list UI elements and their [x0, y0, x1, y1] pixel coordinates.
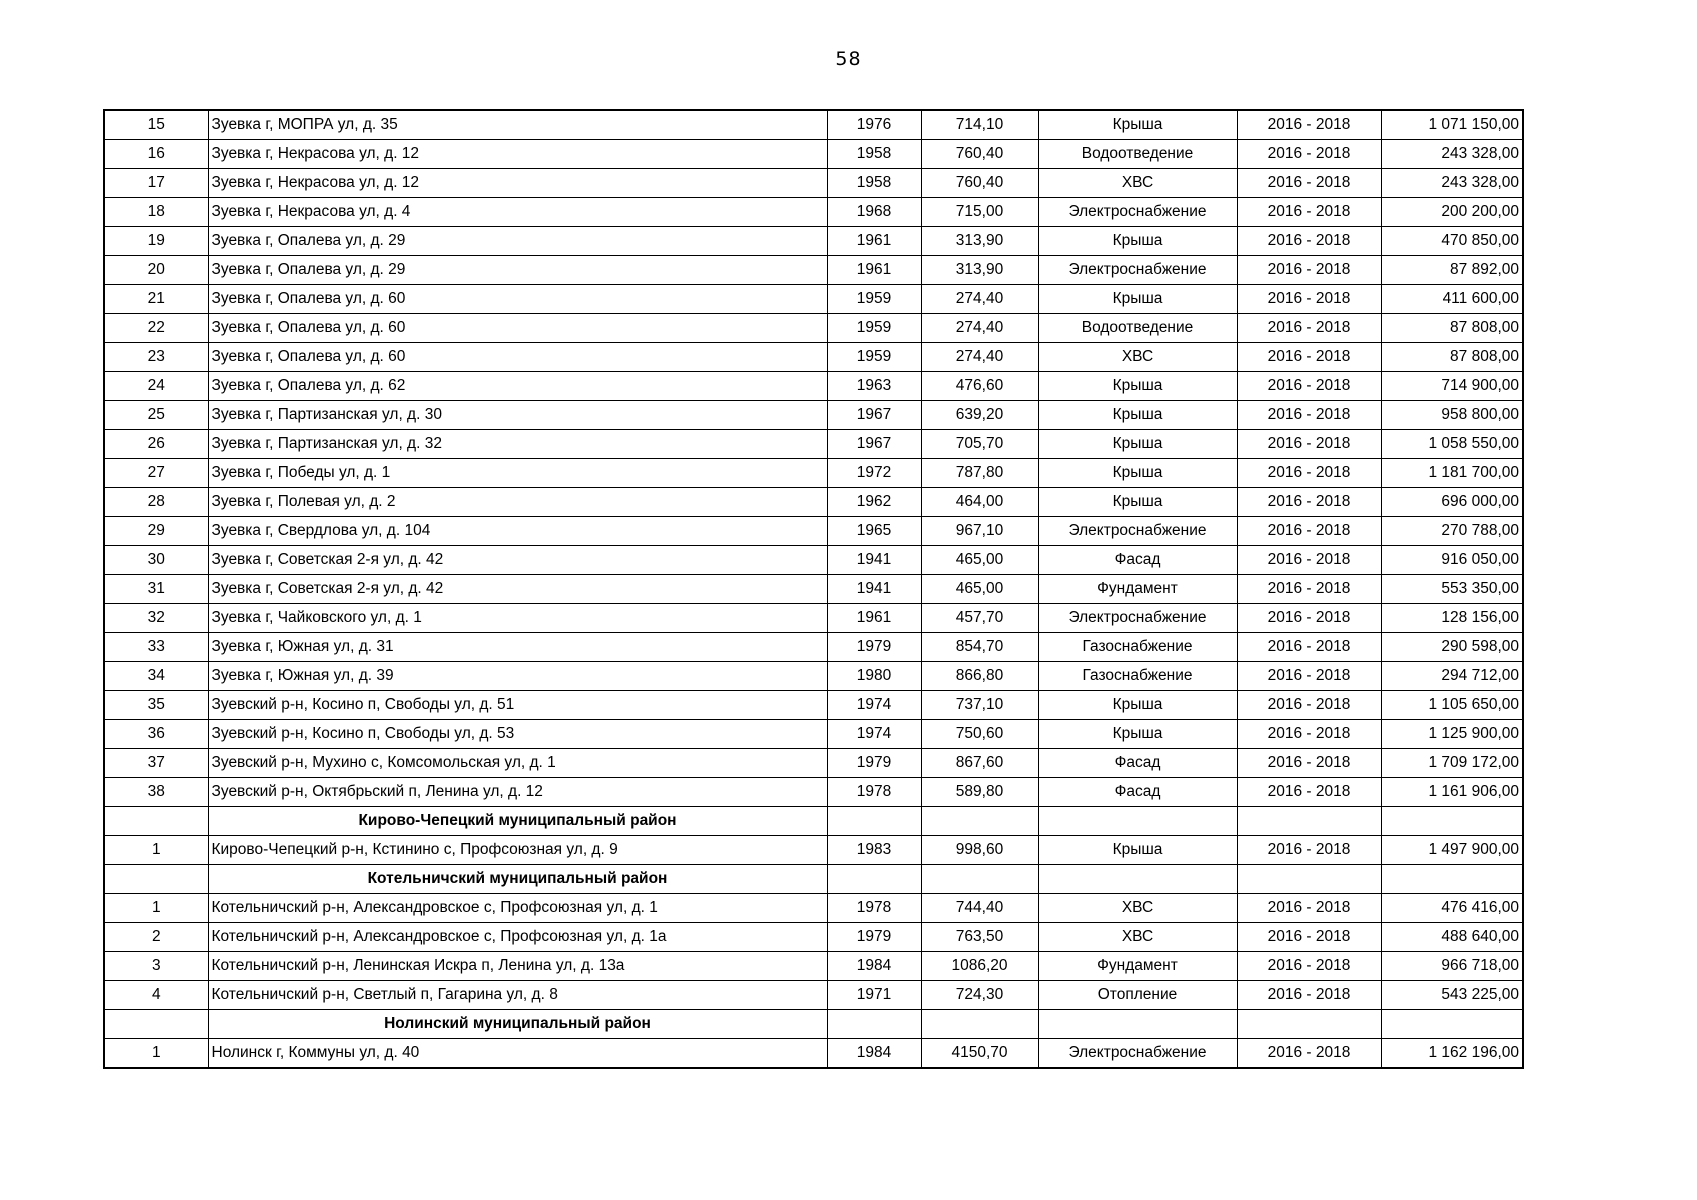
- cost-cell: 270 788,00: [1381, 517, 1523, 546]
- table-row: [104, 198, 1523, 227]
- area-cell: 4150,70: [921, 1039, 1038, 1069]
- table-row: [104, 923, 1523, 952]
- year-cell: 1941: [827, 546, 921, 575]
- period-cell: 2016 - 2018: [1237, 575, 1381, 604]
- address-cell: Зуевка г, Победы ул, д. 1: [208, 459, 827, 488]
- work-type-cell: ХВС: [1038, 343, 1237, 372]
- row-number: 28: [104, 488, 208, 517]
- cost-cell: 87 808,00: [1381, 343, 1523, 372]
- repair-program-table: [103, 109, 1524, 1069]
- address-cell: Зуевка г, Некрасова ул, д. 12: [208, 169, 827, 198]
- address-cell: Зуевка г, Советская 2-я ул, д. 42: [208, 546, 827, 575]
- area-cell: 274,40: [921, 285, 1038, 314]
- cost-cell: 128 156,00: [1381, 604, 1523, 633]
- period-cell: 2016 - 2018: [1237, 401, 1381, 430]
- cost-cell: 1 058 550,00: [1381, 430, 1523, 459]
- area-cell: 737,10: [921, 691, 1038, 720]
- year-cell: 1974: [827, 691, 921, 720]
- empty-cell: [1381, 807, 1523, 836]
- cost-cell: 916 050,00: [1381, 546, 1523, 575]
- address-cell: Зуевка г, Опалева ул, д. 60: [208, 314, 827, 343]
- work-type-cell: Крыша: [1038, 110, 1237, 140]
- area-cell: 313,90: [921, 256, 1038, 285]
- table-row: [104, 285, 1523, 314]
- empty-cell: [1038, 1010, 1237, 1039]
- work-type-cell: Крыша: [1038, 488, 1237, 517]
- table-row: [104, 256, 1523, 285]
- period-cell: 2016 - 2018: [1237, 981, 1381, 1010]
- address-cell: Котельничский р-н, Светлый п, Гагарина ул, д. 8: [208, 981, 827, 1010]
- row-number: 31: [104, 575, 208, 604]
- period-cell: 2016 - 2018: [1237, 227, 1381, 256]
- area-cell: 465,00: [921, 546, 1038, 575]
- area-cell: 715,00: [921, 198, 1038, 227]
- work-type-cell: Крыша: [1038, 836, 1237, 865]
- row-number: 26: [104, 430, 208, 459]
- address-cell: Зуевка г, Советская 2-я ул, д. 42: [208, 575, 827, 604]
- area-cell: 465,00: [921, 575, 1038, 604]
- year-cell: 1968: [827, 198, 921, 227]
- empty-cell: [921, 1010, 1038, 1039]
- cost-cell: 1 161 906,00: [1381, 778, 1523, 807]
- table-row: [104, 517, 1523, 546]
- cost-cell: 966 718,00: [1381, 952, 1523, 981]
- row-number: 1: [104, 836, 208, 865]
- row-number: 34: [104, 662, 208, 691]
- year-cell: 1959: [827, 285, 921, 314]
- year-cell: 1983: [827, 836, 921, 865]
- table-row: [104, 604, 1523, 633]
- year-cell: 1980: [827, 662, 921, 691]
- row-number: 29: [104, 517, 208, 546]
- address-cell: Нолинск г, Коммуны ул, д. 40: [208, 1039, 827, 1069]
- cost-cell: 294 712,00: [1381, 662, 1523, 691]
- work-type-cell: Фасад: [1038, 749, 1237, 778]
- table-row: [104, 110, 1523, 140]
- year-cell: 1965: [827, 517, 921, 546]
- table-row: [104, 778, 1523, 807]
- cost-cell: 1 125 900,00: [1381, 720, 1523, 749]
- year-cell: 1963: [827, 372, 921, 401]
- row-number: 21: [104, 285, 208, 314]
- year-cell: 1984: [827, 1039, 921, 1069]
- cost-cell: 1 071 150,00: [1381, 110, 1523, 140]
- work-type-cell: Фундамент: [1038, 952, 1237, 981]
- period-cell: 2016 - 2018: [1237, 720, 1381, 749]
- empty-cell: [827, 1010, 921, 1039]
- address-cell: Зуевка г, Партизанская ул, д. 30: [208, 401, 827, 430]
- year-cell: 1976: [827, 110, 921, 140]
- cost-cell: 411 600,00: [1381, 285, 1523, 314]
- year-cell: 1978: [827, 894, 921, 923]
- table-row: [104, 430, 1523, 459]
- empty-cell: [1038, 807, 1237, 836]
- address-cell: Зуевка г, Партизанская ул, д. 32: [208, 430, 827, 459]
- empty-cell: [1237, 807, 1381, 836]
- period-cell: 2016 - 2018: [1237, 633, 1381, 662]
- address-cell: Зуевский р-н, Косино п, Свободы ул, д. 53: [208, 720, 827, 749]
- period-cell: 2016 - 2018: [1237, 662, 1381, 691]
- empty-cell: [921, 865, 1038, 894]
- year-cell: 1979: [827, 633, 921, 662]
- table-row: [104, 459, 1523, 488]
- year-cell: 1961: [827, 604, 921, 633]
- work-type-cell: Отопление: [1038, 981, 1237, 1010]
- row-number: 18: [104, 198, 208, 227]
- row-number: 23: [104, 343, 208, 372]
- table-row: [104, 836, 1523, 865]
- cost-cell: 553 350,00: [1381, 575, 1523, 604]
- year-cell: 1959: [827, 343, 921, 372]
- area-cell: 464,00: [921, 488, 1038, 517]
- work-type-cell: Фасад: [1038, 546, 1237, 575]
- address-cell: Зуевский р-н, Косино п, Свободы ул, д. 51: [208, 691, 827, 720]
- period-cell: 2016 - 2018: [1237, 169, 1381, 198]
- address-cell: Кирово-Чепецкий р-н, Кстинино с, Профсоюзная ул, д. 9: [208, 836, 827, 865]
- year-cell: 1958: [827, 140, 921, 169]
- area-cell: 724,30: [921, 981, 1038, 1010]
- period-cell: 2016 - 2018: [1237, 749, 1381, 778]
- empty-cell: [104, 1010, 208, 1039]
- area-cell: 1086,20: [921, 952, 1038, 981]
- work-type-cell: Крыша: [1038, 691, 1237, 720]
- row-number: 1: [104, 894, 208, 923]
- year-cell: 1984: [827, 952, 921, 981]
- work-type-cell: Крыша: [1038, 430, 1237, 459]
- area-cell: 639,20: [921, 401, 1038, 430]
- period-cell: 2016 - 2018: [1237, 778, 1381, 807]
- cost-cell: 1 105 650,00: [1381, 691, 1523, 720]
- section-header-row: [104, 807, 1523, 836]
- address-cell: Зуевка г, Полевая ул, д. 2: [208, 488, 827, 517]
- section-header-row: [104, 1010, 1523, 1039]
- address-cell: Зуевка г, Свердлова ул, д. 104: [208, 517, 827, 546]
- year-cell: 1971: [827, 981, 921, 1010]
- address-cell: Зуевка г, Некрасова ул, д. 4: [208, 198, 827, 227]
- area-cell: 763,50: [921, 923, 1038, 952]
- area-cell: 998,60: [921, 836, 1038, 865]
- table-row: [104, 691, 1523, 720]
- area-cell: 714,10: [921, 110, 1038, 140]
- table-row: [104, 575, 1523, 604]
- area-cell: 760,40: [921, 140, 1038, 169]
- cost-cell: 470 850,00: [1381, 227, 1523, 256]
- work-type-cell: Электроснабжение: [1038, 604, 1237, 633]
- period-cell: 2016 - 2018: [1237, 546, 1381, 575]
- address-cell: Зуевка г, Опалева ул, д. 60: [208, 285, 827, 314]
- area-cell: 476,60: [921, 372, 1038, 401]
- year-cell: 1961: [827, 256, 921, 285]
- table-row: [104, 343, 1523, 372]
- table-body: [104, 110, 1523, 1068]
- area-cell: 457,70: [921, 604, 1038, 633]
- period-cell: 2016 - 2018: [1237, 140, 1381, 169]
- row-number: 33: [104, 633, 208, 662]
- cost-cell: 87 892,00: [1381, 256, 1523, 285]
- row-number: 16: [104, 140, 208, 169]
- area-cell: 760,40: [921, 169, 1038, 198]
- year-cell: 1961: [827, 227, 921, 256]
- address-cell: Зуевский р-н, Мухино с, Комсомольская ул, д. 1: [208, 749, 827, 778]
- period-cell: 2016 - 2018: [1237, 923, 1381, 952]
- cost-cell: 87 808,00: [1381, 314, 1523, 343]
- year-cell: 1978: [827, 778, 921, 807]
- period-cell: 2016 - 2018: [1237, 110, 1381, 140]
- row-number: 30: [104, 546, 208, 575]
- table-row: [104, 372, 1523, 401]
- table-row: [104, 894, 1523, 923]
- empty-cell: [921, 807, 1038, 836]
- cost-cell: 476 416,00: [1381, 894, 1523, 923]
- row-number: 37: [104, 749, 208, 778]
- row-number: 24: [104, 372, 208, 401]
- address-cell: Зуевка г, Некрасова ул, д. 12: [208, 140, 827, 169]
- work-type-cell: Электроснабжение: [1038, 517, 1237, 546]
- year-cell: 1958: [827, 169, 921, 198]
- area-cell: 274,40: [921, 314, 1038, 343]
- address-cell: Зуевка г, Опалева ул, д. 29: [208, 227, 827, 256]
- table-row: [104, 488, 1523, 517]
- area-cell: 274,40: [921, 343, 1038, 372]
- work-type-cell: Водоотведение: [1038, 140, 1237, 169]
- row-number: 38: [104, 778, 208, 807]
- year-cell: 1967: [827, 430, 921, 459]
- period-cell: 2016 - 2018: [1237, 430, 1381, 459]
- period-cell: 2016 - 2018: [1237, 488, 1381, 517]
- table-row: [104, 981, 1523, 1010]
- cost-cell: 1 709 172,00: [1381, 749, 1523, 778]
- work-type-cell: Газоснабжение: [1038, 633, 1237, 662]
- section-header-row: [104, 865, 1523, 894]
- address-cell: Котельничский р-н, Александровское с, Профсоюзная ул, д. 1а: [208, 923, 827, 952]
- row-number: 15: [104, 110, 208, 140]
- area-cell: 750,60: [921, 720, 1038, 749]
- table-row: [104, 633, 1523, 662]
- year-cell: 1967: [827, 401, 921, 430]
- cost-cell: 290 598,00: [1381, 633, 1523, 662]
- work-type-cell: Крыша: [1038, 285, 1237, 314]
- period-cell: 2016 - 2018: [1237, 604, 1381, 633]
- address-cell: Котельничский р-н, Ленинская Искра п, Ленина ул, д. 13а: [208, 952, 827, 981]
- section-title: Нолинский муниципальный район: [208, 1010, 827, 1039]
- empty-cell: [1381, 1010, 1523, 1039]
- row-number: 17: [104, 169, 208, 198]
- period-cell: 2016 - 2018: [1237, 691, 1381, 720]
- address-cell: Зуевка г, Опалева ул, д. 60: [208, 343, 827, 372]
- table-row: [104, 720, 1523, 749]
- work-type-cell: Водоотведение: [1038, 314, 1237, 343]
- empty-cell: [1237, 865, 1381, 894]
- cost-cell: 1 181 700,00: [1381, 459, 1523, 488]
- section-title: Котельничский муниципальный район: [208, 865, 827, 894]
- period-cell: 2016 - 2018: [1237, 256, 1381, 285]
- row-number: 3: [104, 952, 208, 981]
- row-number: 22: [104, 314, 208, 343]
- year-cell: 1959: [827, 314, 921, 343]
- table-row: [104, 749, 1523, 778]
- cost-cell: 243 328,00: [1381, 140, 1523, 169]
- table-row: [104, 1039, 1523, 1069]
- year-cell: 1979: [827, 749, 921, 778]
- period-cell: 2016 - 2018: [1237, 952, 1381, 981]
- table-row: [104, 314, 1523, 343]
- work-type-cell: Газоснабжение: [1038, 662, 1237, 691]
- work-type-cell: Крыша: [1038, 459, 1237, 488]
- table-row: [104, 140, 1523, 169]
- section-title: Кирово-Чепецкий муниципальный район: [208, 807, 827, 836]
- area-cell: 313,90: [921, 227, 1038, 256]
- area-cell: 866,80: [921, 662, 1038, 691]
- period-cell: 2016 - 2018: [1237, 198, 1381, 227]
- address-cell: Зуевка г, Опалева ул, д. 29: [208, 256, 827, 285]
- year-cell: 1962: [827, 488, 921, 517]
- address-cell: Зуевка г, Чайковского ул, д. 1: [208, 604, 827, 633]
- cost-cell: 543 225,00: [1381, 981, 1523, 1010]
- period-cell: 2016 - 2018: [1237, 314, 1381, 343]
- area-cell: 744,40: [921, 894, 1038, 923]
- empty-cell: [827, 807, 921, 836]
- empty-cell: [104, 865, 208, 894]
- cost-cell: 1 497 900,00: [1381, 836, 1523, 865]
- address-cell: Котельничский р-н, Александровское с, Профсоюзная ул, д. 1: [208, 894, 827, 923]
- work-type-cell: Электроснабжение: [1038, 256, 1237, 285]
- area-cell: 589,80: [921, 778, 1038, 807]
- address-cell: Зуевка г, Опалева ул, д. 62: [208, 372, 827, 401]
- year-cell: 1941: [827, 575, 921, 604]
- year-cell: 1972: [827, 459, 921, 488]
- row-number: 27: [104, 459, 208, 488]
- work-type-cell: ХВС: [1038, 169, 1237, 198]
- area-cell: 705,70: [921, 430, 1038, 459]
- area-cell: 787,80: [921, 459, 1038, 488]
- cost-cell: 200 200,00: [1381, 198, 1523, 227]
- period-cell: 2016 - 2018: [1237, 343, 1381, 372]
- row-number: 36: [104, 720, 208, 749]
- cost-cell: 958 800,00: [1381, 401, 1523, 430]
- address-cell: Зуевский р-н, Октябрьский п, Ленина ул, д. 12: [208, 778, 827, 807]
- period-cell: 2016 - 2018: [1237, 285, 1381, 314]
- table-row: [104, 401, 1523, 430]
- year-cell: 1974: [827, 720, 921, 749]
- work-type-cell: ХВС: [1038, 923, 1237, 952]
- cost-cell: 488 640,00: [1381, 923, 1523, 952]
- table-row: [104, 169, 1523, 198]
- work-type-cell: Крыша: [1038, 372, 1237, 401]
- row-number: 4: [104, 981, 208, 1010]
- empty-cell: [827, 865, 921, 894]
- table-row: [104, 662, 1523, 691]
- work-type-cell: Фундамент: [1038, 575, 1237, 604]
- work-type-cell: Фасад: [1038, 778, 1237, 807]
- period-cell: 2016 - 2018: [1237, 1039, 1381, 1069]
- row-number: 20: [104, 256, 208, 285]
- table-row: [104, 227, 1523, 256]
- address-cell: Зуевка г, МОПРА ул, д. 35: [208, 110, 827, 140]
- empty-cell: [1381, 865, 1523, 894]
- table-row: [104, 952, 1523, 981]
- period-cell: 2016 - 2018: [1237, 459, 1381, 488]
- area-cell: 967,10: [921, 517, 1038, 546]
- table-row: [104, 546, 1523, 575]
- cost-cell: 243 328,00: [1381, 169, 1523, 198]
- empty-cell: [1038, 865, 1237, 894]
- cost-cell: 714 900,00: [1381, 372, 1523, 401]
- period-cell: 2016 - 2018: [1237, 836, 1381, 865]
- row-number: 1: [104, 1039, 208, 1069]
- work-type-cell: Крыша: [1038, 401, 1237, 430]
- work-type-cell: Крыша: [1038, 720, 1237, 749]
- period-cell: 2016 - 2018: [1237, 372, 1381, 401]
- address-cell: Зуевка г, Южная ул, д. 31: [208, 633, 827, 662]
- year-cell: 1979: [827, 923, 921, 952]
- period-cell: 2016 - 2018: [1237, 894, 1381, 923]
- work-type-cell: Крыша: [1038, 227, 1237, 256]
- address-cell: Зуевка г, Южная ул, д. 39: [208, 662, 827, 691]
- period-cell: 2016 - 2018: [1237, 517, 1381, 546]
- cost-cell: 696 000,00: [1381, 488, 1523, 517]
- work-type-cell: ХВС: [1038, 894, 1237, 923]
- empty-cell: [1237, 1010, 1381, 1039]
- row-number: 35: [104, 691, 208, 720]
- row-number: 19: [104, 227, 208, 256]
- page-number: 58: [835, 48, 862, 70]
- work-type-cell: Электроснабжение: [1038, 1039, 1237, 1069]
- row-number: 32: [104, 604, 208, 633]
- cost-cell: 1 162 196,00: [1381, 1039, 1523, 1069]
- area-cell: 867,60: [921, 749, 1038, 778]
- work-type-cell: Электроснабжение: [1038, 198, 1237, 227]
- row-number: 25: [104, 401, 208, 430]
- empty-cell: [104, 807, 208, 836]
- area-cell: 854,70: [921, 633, 1038, 662]
- row-number: 2: [104, 923, 208, 952]
